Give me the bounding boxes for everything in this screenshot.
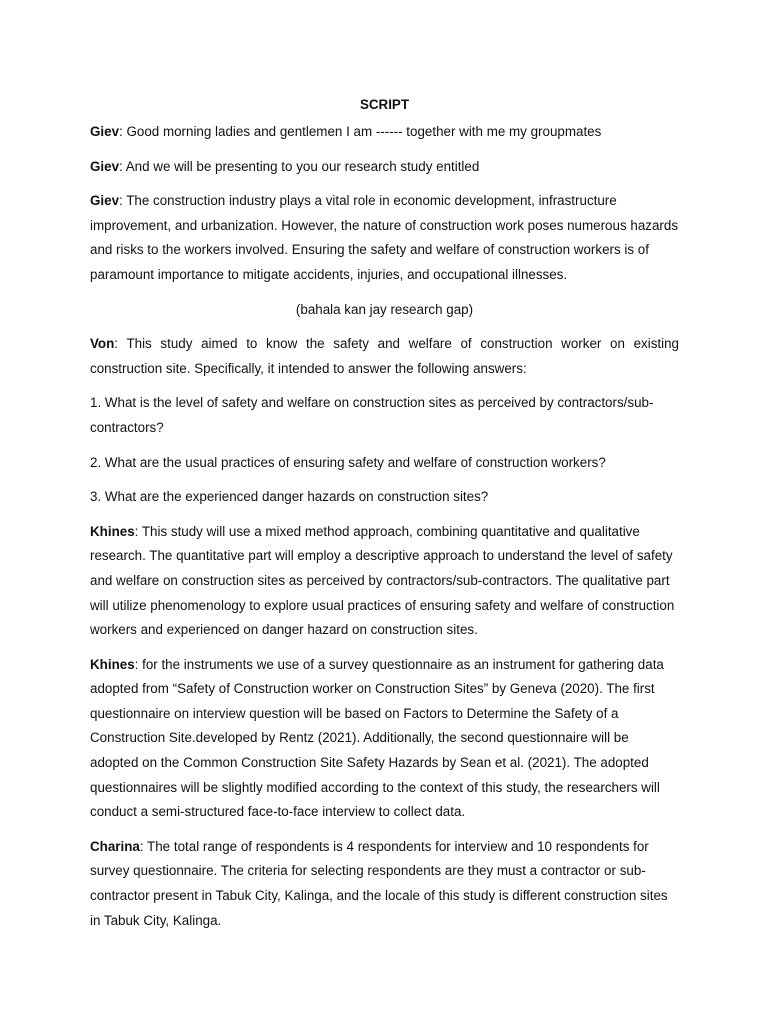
research-question-3: 3. What are the experienced danger hazards on construction sites? [90, 489, 489, 505]
speaker-name: Khines [90, 656, 135, 672]
paragraph-text: : The total range of respondents is 4 respondents for interview and 10 respondents for survey questionnaire. The criteria for selecting respondents are they must a contractor or sub-contractor present in Tabuk City, Kalinga, and the locale of this study is different construction sites in Tabuk City, Kalinga. [90, 838, 668, 928]
paragraph-text: : for the instruments we use of a survey questionnaire as an instrument for gathering data adopted from “Safety of Construction worker on Construction Sites” by Geneva (2020). The first questionnaire on interview question will be based on Factors to Determine the Safety of a Construction Site.developed by Rentz (2021). Additionally, the second questionnaire will be adopted on the Common Construction Site Safety Hazards by Sean et al. (2021). The adopted questionnaires will be slightly modified according to the context of this study, the researchers will conduct a semi-structured face-to-face interview to collect data. [90, 656, 664, 820]
speaker-name: Charina [90, 838, 140, 854]
paragraph-text: : This study aimed to know the safety and welfare of construction worker on existing construction site. Specifically, it intended to answer the following answers: [90, 336, 679, 376]
page-title: SCRIPT [359, 97, 410, 112]
paragraph-giev-greeting [90, 120, 679, 145]
research-gap-note: (bahala kan jay research gap) [295, 301, 474, 317]
paragraph-giev-presenting [90, 155, 679, 180]
paragraph-khines-methodology [90, 520, 679, 643]
paragraph-von-objectives [90, 332, 679, 381]
speaker-name: Giev [90, 158, 120, 174]
paragraph-charina-respondents [90, 835, 679, 933]
research-question-1: 1. What is the level of safety and welfare on construction sites as perceived by contractors/sub-contractors? [90, 395, 654, 435]
speaker-name: Von [90, 336, 115, 352]
paragraph-text: : Good morning ladies and gentlemen I am ------ together with me my groupmates [119, 124, 602, 139]
paragraph-giev-introduction [90, 189, 679, 287]
paragraph-khines-instruments [90, 653, 679, 825]
speaker-name: Khines [90, 523, 135, 539]
speaker-name: Giev [90, 193, 120, 209]
research-question-2: 2. What are the usual practices of ensuring safety and welfare of construction workers? [90, 454, 606, 470]
paragraph-text: : The construction industry plays a vital role in economic development, infrastructure improvement, and urbanization. However, the nature of construction work poses numerous hazards and risks to the workers involved. Ensuring the safety and welfare of construction workers is of paramount importance to mitigate accidents, injuries, and occupational illnesses. [90, 193, 679, 282]
paragraph-text: : This study will use a mixed method approach, combining quantitative and qualitative research. The quantitative part will employ a descriptive approach to understand the level of safety and welfare on construction sites as perceived by contractors/sub-contractors. The qualitative part will utilize phenomenology to explore usual practices of ensuring safety and welfare of construction workers and experienced on danger hazard on construction sites. [90, 523, 675, 638]
speaker-name: Giev [90, 124, 120, 139]
paragraph-text: : And we will be presenting to you our research study entitled [119, 158, 480, 174]
